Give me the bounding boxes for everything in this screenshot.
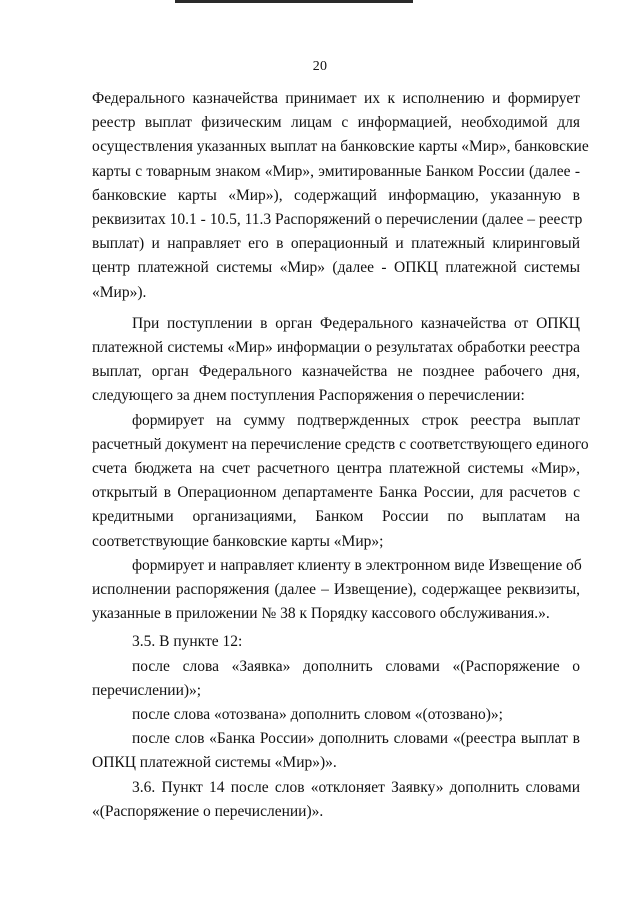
text-line: соответствующие банковские карты «Мир»; bbox=[92, 532, 384, 550]
paragraph bbox=[92, 312, 580, 409]
text-line: открытый в Операционном департаменте Банка России, для расчетов с bbox=[92, 484, 580, 502]
text-line: перечислении)»; bbox=[92, 681, 202, 699]
text-line: формирует и направляет клиенту в электронном виде Извещение об bbox=[132, 556, 582, 574]
text-line: ОПКЦ платежной системы «Мир»)». bbox=[92, 754, 337, 772]
page-number: 20 bbox=[312, 59, 328, 74]
paragraph bbox=[92, 727, 580, 775]
paragraph bbox=[92, 655, 580, 703]
text-line: реквизитах 10.1 - 10.5, 11.3 Распоряжений о перечислении (далее – реестр bbox=[92, 211, 583, 229]
text-line: 3.5. В пункте 12: bbox=[132, 633, 243, 651]
text-line: исполнении распоряжения (далее – Извещение), содержащее реквизиты, bbox=[92, 581, 580, 599]
scan-edge-mark bbox=[175, 0, 413, 3]
text-line: счета бюджета на счет расчетного центра платежной системы «Мир», bbox=[92, 460, 580, 478]
text-line: платежной системы «Мир» информации о результатах обработки реестра bbox=[92, 339, 580, 357]
text-line: «(Распоряжение о перечислении)». bbox=[92, 802, 324, 820]
text-line: банковские карты «Мир»), содержащий информацию, указанную в bbox=[92, 186, 580, 204]
text-line: реестр выплат физическим лицам с информацией, необходимой для bbox=[92, 114, 580, 132]
paragraph bbox=[92, 409, 589, 554]
text-line: расчетный документ на перечисление средств с соответствующего единого bbox=[92, 435, 589, 453]
paragraph bbox=[92, 87, 589, 305]
paragraph bbox=[92, 554, 580, 627]
text-line: центр платежной системы «Мир» (далее - ОПКЦ платежной системы bbox=[92, 259, 580, 277]
text-line: кредитными организациями, Банком России по выплатам на bbox=[92, 508, 580, 526]
text-line: после слова «Заявка» дополнить словами «(Распоряжение о bbox=[132, 657, 580, 675]
text-line: выплат) и направляет его в операционный и платежный клиринговый bbox=[92, 235, 580, 253]
text-line: 3.6. Пункт 14 после слов «отклоняет Заявку» дополнить словами bbox=[132, 778, 580, 796]
text-line: При поступлении в орган Федерального казначейства от ОПКЦ bbox=[132, 314, 580, 332]
paragraph bbox=[92, 776, 580, 824]
text-line: формирует на сумму подтвержденных строк реестра выплат bbox=[132, 411, 580, 429]
text-line: Федерального казначейства принимает их к исполнению и формирует bbox=[92, 90, 580, 107]
text-line: карты с товарным знаком «Мир», эмитированные Банком России (далее - bbox=[92, 162, 580, 180]
text-line: осуществления указанных выплат на банковские карты «Мир», банковские bbox=[92, 138, 589, 156]
text-line: следующего за днем поступления Распоряжения о перечислении: bbox=[92, 387, 525, 405]
text-line: после слова «отозвана» дополнить словом «(отозвано)»; bbox=[132, 706, 503, 724]
text-line: выплат, орган Федерального казначейства не позднее рабочего дня, bbox=[92, 363, 580, 381]
text-line: «Мир»). bbox=[92, 283, 147, 301]
text-line: указанные в приложении № 38 к Порядку кассового обслуживания.». bbox=[92, 605, 550, 623]
paragraph bbox=[92, 630, 580, 654]
text-line: после слов «Банка России» дополнить словами «(реестра выплат в bbox=[132, 730, 580, 748]
document-body bbox=[92, 87, 589, 824]
paragraph bbox=[92, 703, 580, 727]
